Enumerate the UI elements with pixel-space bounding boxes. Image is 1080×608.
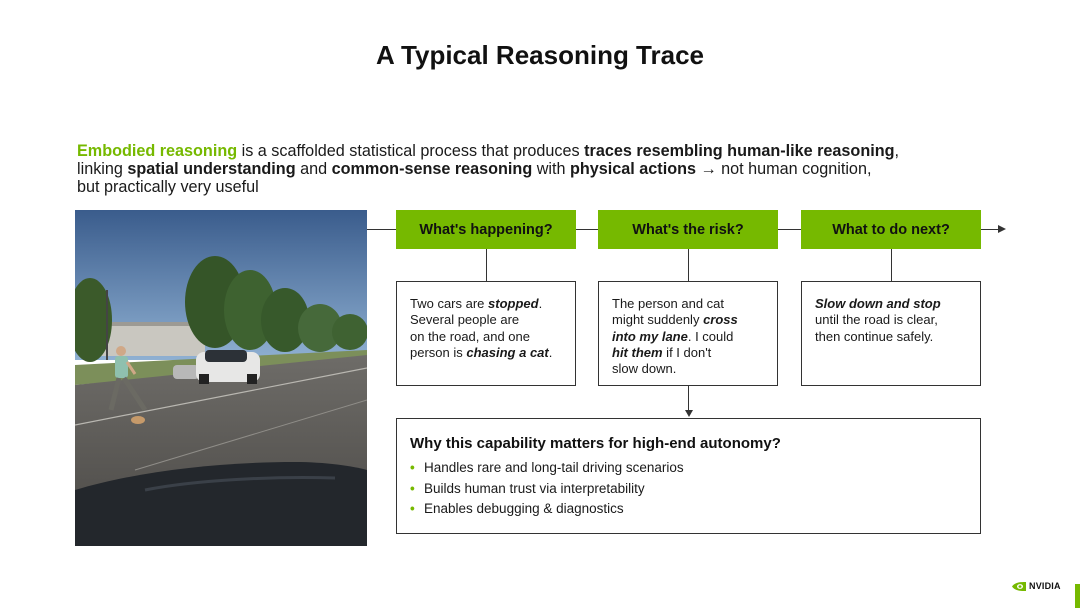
dashcam-photo (75, 210, 367, 546)
step-header-happening: What's happening? (396, 210, 576, 249)
bullet-icon: • (410, 460, 415, 475)
flow-arrow-right-icon (998, 225, 1006, 233)
connector-down (688, 386, 689, 411)
step-header-risk: What's the risk? (598, 210, 778, 249)
step-header-next: What to do next? (801, 210, 981, 249)
intro-text: with (532, 160, 571, 178)
intro-emphasis: physical actions (570, 160, 696, 178)
intro-text: → not human cognition, (695, 160, 872, 178)
intro-text: and (295, 160, 332, 178)
intro-text: is a scaffolded statistical process that produces (237, 142, 585, 160)
why-box (396, 418, 981, 534)
corner-accent (1075, 584, 1080, 608)
why-item: • Builds human trust via interpretability (410, 479, 967, 500)
flow-line-1-2 (576, 229, 598, 230)
intro-emphasis: spatial understanding (127, 160, 296, 178)
intro-emphasis: common-sense reasoning (331, 160, 533, 178)
intro-paragraph (77, 142, 957, 196)
flow-line-2-3 (778, 229, 801, 230)
intro-text: but practically very useful (77, 178, 259, 196)
nvidia-eye-icon (1012, 582, 1026, 591)
step-box-happening: Two cars are stopped. Several people are on the road, and one person is chasing a cat. (396, 281, 576, 386)
step-box-next: Slow down and stop until the road is clear, then continue safely. (801, 281, 981, 386)
intro-text: , (894, 142, 899, 160)
bullet-icon: • (410, 501, 415, 516)
why-item: • Enables debugging & diagnostics (410, 499, 967, 520)
bullet-icon: • (410, 480, 415, 496)
intro-emphasis: traces resembling human-like reasoning (584, 142, 895, 160)
connector-1 (486, 249, 487, 281)
step-box-risk: The person and cat might suddenly cross into my lane. I could hit them if I don't slow down. (598, 281, 778, 386)
intro-text: linking (77, 160, 128, 178)
page-title: A Typical Reasoning Trace (376, 40, 704, 70)
why-item: • Handles rare and long-tail driving scenarios (410, 458, 967, 479)
flow-line-right (981, 229, 999, 230)
connector-2 (688, 249, 689, 281)
intro-embodied-reasoning: Embodied reasoning (77, 142, 238, 160)
nvidia-logo (1012, 581, 1061, 591)
why-title: Why this capability matters for high-end autonomy? (410, 435, 781, 452)
logo-text: NVIDIA (1029, 581, 1061, 591)
flow-line-left (367, 229, 396, 230)
connector-3 (891, 249, 892, 281)
arrow-down-icon (685, 410, 693, 417)
why-list (410, 458, 967, 520)
